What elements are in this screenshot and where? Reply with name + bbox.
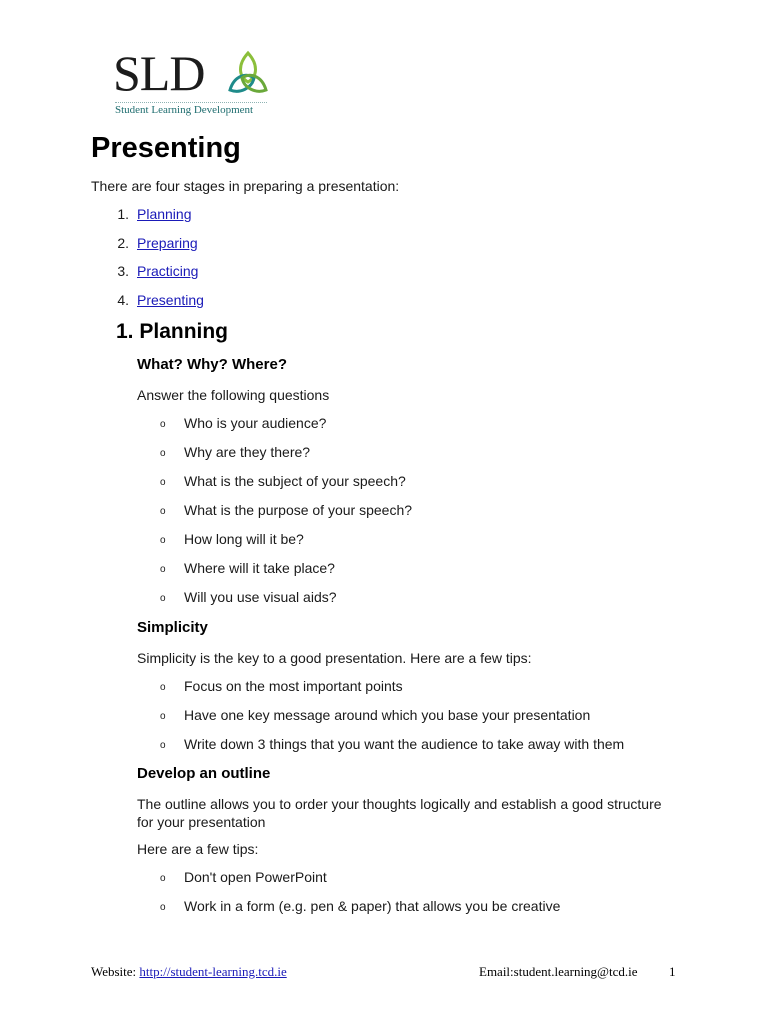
- link-planning[interactable]: Planning: [137, 206, 192, 222]
- bullet-icon: o: [160, 593, 166, 604]
- bullet-icon: o: [160, 419, 166, 430]
- bullet-icon: o: [160, 477, 166, 488]
- logo-text: SLD: [113, 45, 205, 101]
- subheading-develop-outline: Develop an outline: [137, 765, 271, 782]
- list-item: Focus on the most important points: [184, 678, 403, 694]
- what-lead-text: Answer the following questions: [137, 387, 330, 403]
- list-item: Who is your audience?: [184, 415, 327, 431]
- sld-logo: [113, 46, 273, 120]
- list-item: Why are they there?: [184, 444, 311, 460]
- bullet-icon: o: [160, 682, 166, 693]
- footer-website: [91, 964, 287, 980]
- bullet-icon: o: [160, 740, 166, 751]
- list-item: Where will it take place?: [184, 560, 335, 576]
- outline-tips-text: Here are a few tips:: [137, 841, 259, 857]
- logo-subtitle: Student Learning Development: [115, 104, 254, 116]
- stage-number: 2.: [117, 235, 129, 251]
- list-item: What is the subject of your speech?: [184, 473, 406, 489]
- outline-lead-text: The outline allows you to order your thoughts logically and establish a good structure for your presentation: [137, 796, 662, 830]
- subheading-simplicity: Simplicity: [137, 619, 208, 636]
- trinity-knot-icon: [224, 50, 272, 96]
- subheading-what-why-where: What? Why? Where?: [137, 356, 287, 373]
- bullet-icon: o: [160, 873, 166, 884]
- stage-number: 1.: [117, 206, 129, 222]
- bullet-icon: o: [160, 448, 166, 459]
- list-item: What is the purpose of your speech?: [184, 502, 413, 518]
- list-item: Write down 3 things that you want the audience to take away with them: [184, 736, 625, 752]
- bullet-icon: o: [160, 711, 166, 722]
- bullet-icon: o: [160, 902, 166, 913]
- intro-text: There are four stages in preparing a presentation:: [91, 178, 400, 194]
- bullet-icon: o: [160, 535, 166, 546]
- footer-website-link[interactable]: http://student-learning.tcd.ie: [139, 964, 287, 979]
- footer-email: Email:student.learning@tcd.ie: [479, 964, 638, 979]
- page-number: 1: [669, 964, 676, 979]
- logo-divider: [115, 102, 267, 103]
- list-item: Don't open PowerPoint: [184, 869, 327, 885]
- section-heading-planning: 1. Planning: [116, 320, 229, 343]
- footer-website-label: Website:: [91, 964, 137, 979]
- list-item: Will you use visual aids?: [184, 589, 337, 605]
- bullet-icon: o: [160, 564, 166, 575]
- stage-number: 3.: [117, 263, 129, 279]
- link-preparing[interactable]: Preparing: [137, 235, 198, 251]
- list-item: Have one key message around which you base your presentation: [184, 707, 591, 723]
- stage-number: 4.: [117, 292, 129, 308]
- link-practicing[interactable]: Practicing: [137, 263, 199, 279]
- link-presenting[interactable]: Presenting: [137, 292, 204, 308]
- list-item: How long will it be?: [184, 531, 304, 547]
- page-title: Presenting: [91, 132, 241, 164]
- bullet-icon: o: [160, 506, 166, 517]
- simplicity-lead-text: Simplicity is the key to a good presentation. Here are a few tips:: [137, 650, 532, 666]
- list-item: Work in a form (e.g. pen & paper) that allows you be creative: [184, 898, 561, 914]
